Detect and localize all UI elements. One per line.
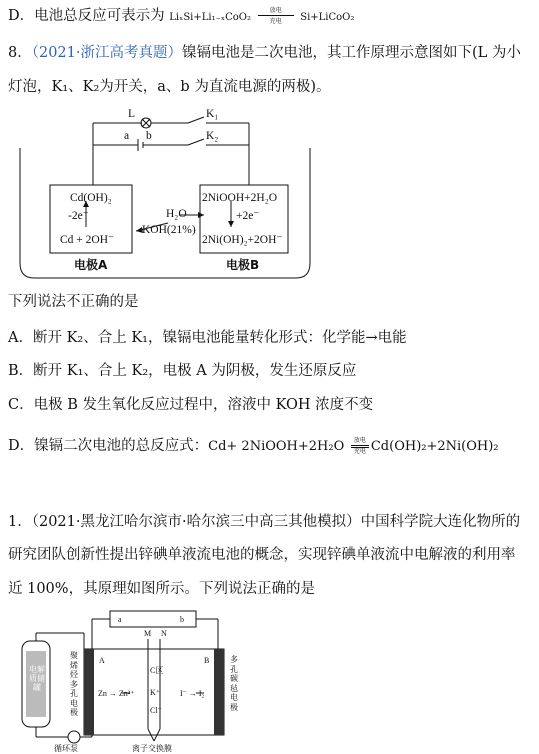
electrode-b-label: B bbox=[204, 656, 210, 665]
left-top-species: Cd(OH)₂ bbox=[70, 192, 112, 204]
electrode-a-label: A bbox=[99, 656, 105, 665]
option-b: B．断开 K₁、合上 K₂，电极 A 为阴极，发生还原反应 bbox=[8, 363, 357, 379]
electrolyte-label: KOH(21%) bbox=[142, 224, 196, 236]
equation-right: Si+LiCoO₂ bbox=[300, 12, 355, 23]
question-1-line2: 研究团队创新性提出锌碘单液流电池的概念，实现锌碘单液流中电解液的利用率 bbox=[8, 547, 516, 563]
switch-k2-label: K₂ bbox=[206, 130, 219, 142]
arrow-top-label: 放电 bbox=[269, 7, 282, 14]
option-d-top bbox=[8, 7, 354, 27]
pole-b-label: b bbox=[146, 130, 152, 142]
c-region-label: C区 bbox=[150, 666, 164, 675]
switch-k1-label: K₁ bbox=[206, 108, 219, 120]
left-bottom-species: Cd + 2OH⁻ bbox=[60, 234, 115, 246]
question-source: （2021·浙江高考真题） bbox=[31, 45, 182, 61]
question-8-line2: 灯泡，K₁、K₂为开关，a、b 为直流电源的两极)。 bbox=[8, 79, 331, 95]
lamp-label: L bbox=[128, 108, 136, 120]
membrane-label: 离子交换膜 bbox=[132, 744, 172, 753]
right-top-species: 2NiOOH+2H₂O bbox=[202, 192, 278, 204]
question-1-line1 bbox=[8, 513, 520, 531]
pump-label: 循环泵 bbox=[54, 744, 78, 753]
question-text: 镍镉电池是二次电池，其工作原理示意图如下(L 为小 bbox=[182, 45, 521, 61]
question-1-line3: 近 100%，其原理如图所示。下列说法正确的是 bbox=[8, 581, 316, 597]
nickel-cadmium-diagram bbox=[16, 103, 326, 285]
equation-left: LiₓSi+Li₁₋ₓCoO₂ bbox=[169, 12, 251, 23]
iodine-reaction: I⁻ → I₂ bbox=[180, 689, 205, 698]
right-electron-transfer: +2e⁻ bbox=[236, 210, 260, 222]
electrode-a-label: 电极A bbox=[74, 258, 108, 272]
option-text: 电池总反应可表示为 bbox=[34, 8, 165, 24]
arrow-bottom-label: 充电 bbox=[269, 18, 282, 25]
equilibrium-arrow bbox=[256, 7, 296, 25]
zinc-iodine-flow-cell-diagram bbox=[14, 605, 254, 753]
arrow-bottom-label: 充电 bbox=[353, 448, 366, 455]
option-d-left: Cd+ 2NiOOH+2H₂O bbox=[208, 439, 345, 454]
left-electrode-label: 聚烯烃多孔电极 bbox=[70, 651, 78, 717]
right-electrode-label: 多孔碳毡电极 bbox=[230, 655, 238, 712]
option-d-prefix: D．镍镉二次电池的总反应式： bbox=[8, 438, 209, 454]
option-label: D． bbox=[8, 8, 35, 24]
pole-a-label: a bbox=[118, 615, 122, 624]
option-c: C．电极 B 发生氧化反应过程中，溶液中 KOH 浓度不变 bbox=[8, 397, 374, 413]
question-number: 8． bbox=[8, 45, 32, 61]
left-electron-transfer: -2e⁻ bbox=[68, 210, 89, 222]
question-number: 1． bbox=[8, 514, 32, 530]
electrode-b-label: 电极B bbox=[226, 258, 260, 272]
question-8-line1 bbox=[8, 44, 521, 62]
cl-ion-label: Cl⁻ bbox=[150, 706, 162, 715]
option-d-right: Cd(OH)₂+2Ni(OH)₂ bbox=[370, 439, 499, 454]
option-d bbox=[8, 437, 499, 456]
membrane-m-label: M bbox=[144, 629, 152, 638]
right-bottom-species: 2Ni(OH)₂+2OH⁻ bbox=[202, 234, 283, 246]
pole-a-label: a bbox=[124, 130, 130, 142]
k-ion-label: K⁺ bbox=[150, 688, 160, 697]
question-text: （2021·黑龙江哈尔滨市·哈尔滨三中高三其他模拟）中国科学院大连化物所的 bbox=[31, 514, 521, 530]
membrane-n-label: N bbox=[161, 629, 167, 638]
question-stem: 下列说法不正确的是 bbox=[8, 294, 139, 310]
water-label: H₂O bbox=[166, 208, 187, 220]
tank-label: 电解质储罐 bbox=[29, 665, 45, 692]
option-a: A．断开 K₂、合上 K₁，镍镉电池能量转化形式：化学能→电能 bbox=[8, 330, 407, 346]
zinc-reaction: Zn → Zn²⁺ bbox=[98, 689, 135, 698]
reversible-arrow bbox=[349, 437, 371, 455]
arrow-top-label: 放电 bbox=[353, 437, 366, 444]
pole-b-label: b bbox=[180, 615, 184, 624]
